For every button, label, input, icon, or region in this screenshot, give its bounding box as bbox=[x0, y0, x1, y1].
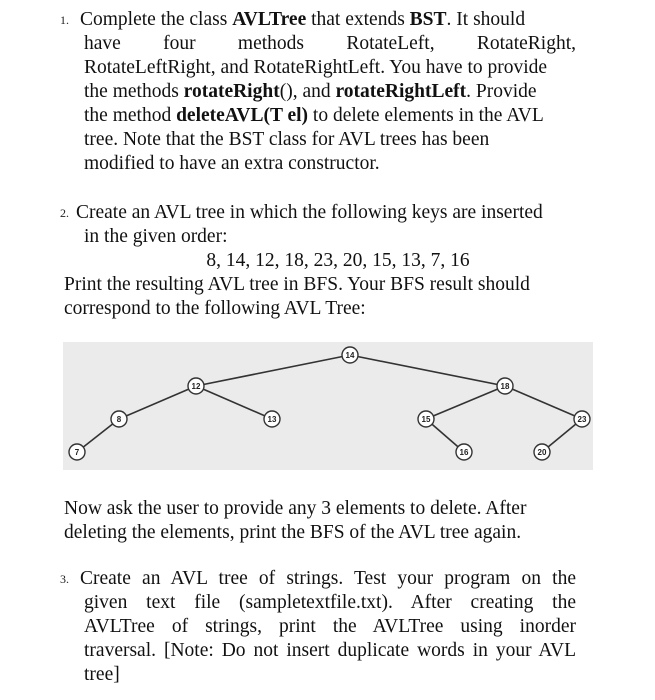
tree-node-label: 16 bbox=[459, 448, 469, 457]
delete-line-1: Now ask the user to provide any 3 elements to delete. After bbox=[64, 498, 527, 519]
question-2 bbox=[60, 201, 576, 273]
question-1 bbox=[60, 8, 576, 176]
delete-line-2: deleting the elements, print the BFS of the AVL tree again. bbox=[64, 522, 522, 543]
tree-edge-12-8 bbox=[119, 386, 196, 419]
tree-node-label: 7 bbox=[74, 448, 80, 457]
avl-tree-figure bbox=[63, 342, 593, 470]
tree-node-12 bbox=[188, 378, 204, 394]
tree-edge-18-15 bbox=[426, 386, 505, 419]
q2-line-4: correspond to the following AVL Tree: bbox=[64, 298, 366, 319]
delete-instructions bbox=[64, 497, 584, 545]
q2-line-1: Create an AVL tree in which the following keys are inserted bbox=[76, 202, 543, 223]
question-1-number: 1. bbox=[60, 13, 69, 27]
avl-tree-diagram bbox=[63, 342, 593, 470]
q1-text: . Provide bbox=[466, 81, 537, 102]
question-3-number: 3. bbox=[60, 572, 69, 586]
question-3 bbox=[60, 567, 576, 687]
q1-text: that extends bbox=[306, 9, 410, 30]
tree-node-7 bbox=[69, 444, 85, 460]
q1-line-1 bbox=[80, 8, 576, 32]
tree-node-label: 23 bbox=[577, 415, 587, 424]
tree-node-20 bbox=[534, 444, 550, 460]
tree-node-8 bbox=[111, 411, 127, 427]
tree-node-15 bbox=[418, 411, 434, 427]
question-2-number: 2. bbox=[60, 206, 69, 220]
q1-method-rotate-right-left: rotateRightLeft bbox=[335, 81, 467, 102]
tree-node-13 bbox=[264, 411, 280, 427]
tree-edge-14-18 bbox=[350, 355, 505, 386]
q2-instructions bbox=[64, 273, 584, 321]
q1-text: to delete elements in the AVL bbox=[308, 105, 544, 126]
q2-line-2: in the given order: bbox=[84, 226, 228, 247]
q1-line-6: tree. Note that the BST class for AVL trees has been bbox=[84, 129, 490, 150]
q1-method-rotate-right: rotateRight bbox=[183, 81, 280, 102]
tree-node-label: 12 bbox=[191, 382, 201, 391]
q1-class-name: AVLTree bbox=[232, 9, 307, 30]
q1-line-5 bbox=[84, 104, 576, 128]
tree-node-label: 18 bbox=[500, 382, 510, 391]
tree-node-label: 15 bbox=[421, 415, 431, 424]
tree-node-23 bbox=[574, 411, 590, 427]
q1-base-class: BST bbox=[409, 9, 447, 30]
tree-edge-14-12 bbox=[196, 355, 350, 386]
tree-edge-18-23 bbox=[505, 386, 582, 419]
tree-node-label: 13 bbox=[267, 415, 277, 424]
q3-line-5: tree] bbox=[84, 664, 120, 685]
q1-line-2: have four methods RotateLeft, RotateRight, bbox=[84, 33, 576, 54]
tree-node-label: 14 bbox=[345, 351, 355, 360]
tree-node-14 bbox=[342, 347, 358, 363]
tree-edge-12-13 bbox=[196, 386, 272, 419]
q3-line-4: traversal. [Note: Do not insert duplicate words in your AVL bbox=[84, 640, 576, 661]
q1-text: the method bbox=[84, 105, 177, 126]
q1-line-7: modified to have an extra constructor. bbox=[84, 153, 380, 174]
q2-keys: 8, 14, 12, 18, 23, 20, 15, 13, 7, 16 bbox=[206, 250, 470, 271]
tree-node-label: 20 bbox=[537, 448, 547, 457]
q2-line-3: Print the resulting AVL tree in BFS. Your BFS result should bbox=[64, 274, 530, 295]
q1-method-delete-avl: deleteAVL(T el) bbox=[176, 105, 309, 126]
q1-line-4 bbox=[84, 80, 576, 104]
tree-node-16 bbox=[456, 444, 472, 460]
q3-line-1: Create an AVL tree of strings. Test your program on the bbox=[80, 568, 576, 589]
tree-node-18 bbox=[497, 378, 513, 394]
q1-line-3: RotateLeftRight, and RotateRightLeft. You have to provide bbox=[84, 57, 548, 78]
q3-line-3: AVLTree of strings, print the AVLTree using inorder bbox=[84, 616, 576, 637]
q1-text: (), and bbox=[279, 81, 336, 102]
q3-line-2: given text file (sampletextfile.txt). After creating the bbox=[84, 592, 576, 613]
q1-text: Complete the class bbox=[80, 9, 233, 30]
q1-text: the methods bbox=[84, 81, 184, 102]
tree-node-label: 8 bbox=[116, 415, 122, 424]
q1-text: . It should bbox=[446, 9, 526, 30]
